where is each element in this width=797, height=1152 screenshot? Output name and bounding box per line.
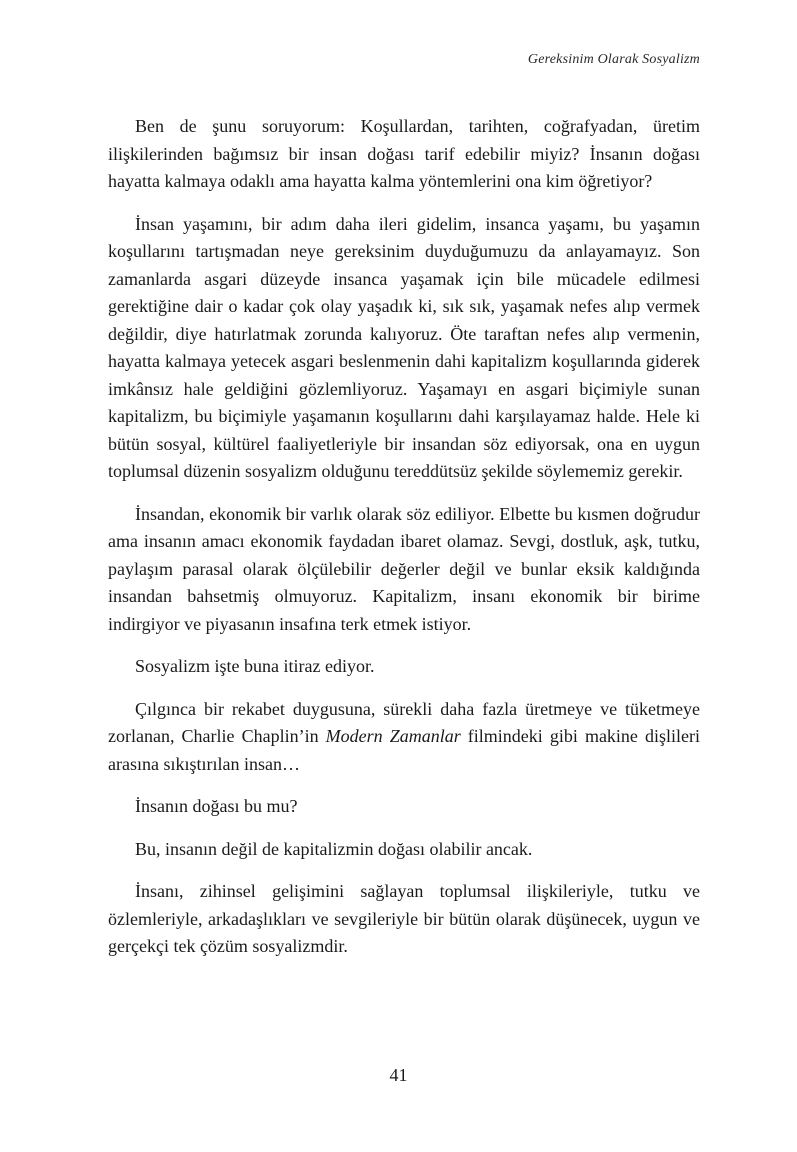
paragraph-1: Ben de şunu soruyorum: Koşullardan, tarihten, coğrafyadan, üretim ilişkilerinden bağımsız bir insan doğası tarif edebilir miyiz? İnsanın doğası hayatta kalmaya odaklı ama hayatta kalma yöntemlerini ona kim öğretiyor? (108, 116, 700, 191)
paragraph-8: İnsanı, zihinsel gelişimini sağlayan toplumsal ilişkileriyle, tutku ve özlemleriyle, arkadaşlıkları ve sevgileriyle bir bütün olarak düşünecek, uygun ve gerçekçi tek çözüm sosyalizmdir. (108, 881, 700, 956)
page-number: 41 (389, 1065, 408, 1085)
paragraph-7: Bu, insanın değil de kapitalizmin doğası olabilir ancak. (135, 838, 533, 859)
body-text (108, 113, 700, 976)
film-title-emphasis: Modern Zamanlar (325, 726, 461, 746)
paragraph-2: İnsan yaşamını, bir adım daha ileri gidelim, insanca yaşamı, bu yaşamın koşullarını tartışmadan neye gereksinim duyduğumuzu da anlayamayız. Son zamanlarda asgari düzeyde insanca yaşamak için bile mücadele edilmesi gerektiğine dair o kadar çok olay yaşadık ki, sık sık, yaşamak nefes alıp vermek değildir, diye hatırlatmak zorunda kalıyoruz. Öte taraftan nefes alıp vermenin, hayatta kalmaya yetecek asgari beslenmenin dahi kapitalizm koşullarında giderek imkânsız hale geldiğini gözlemliyoruz. Yaşamayı en asgari biçimiyle sunan kapitalizm, bu biçimiyle yaşamanın koşullarını dahi karşılayamaz halde. Hele ki bütün sosyal, kültürel faaliyetleriyle bir insandan söz ediyorsak, ona en uygun toplumsal düzenin sosyalizm olduğunu tereddütsüz şekilde söylememiz gerekir. (108, 213, 700, 481)
paragraph-5 (108, 696, 700, 779)
paragraph-5-text-before: Çılgınca bir rekabet duygusuna, sürekli daha fazla üretmeye ve tüketmeye zorlanan, Charlie Chaplin’in (108, 698, 700, 746)
paragraph-6: İnsanın doğası bu mu? (135, 796, 298, 816)
paragraph-4: Sosyalizm işte buna itiraz ediyor. (135, 656, 375, 676)
paragraph-5-text-after: filmindeki gibi makine dişlileri arasına sıkıştırılan insan… (108, 726, 700, 774)
running-header: Gereksinim Olarak Sosyalizm (527, 52, 700, 67)
paragraph-3: İnsandan, ekonomik bir varlık olarak söz ediliyor. Elbette bu kısmen doğrudur ama insanın amacı ekonomik faydadan ibaret olamaz. Sevgi, dostluk, aşk, tutku, paylaşım parasal olarak ölçülebilir değerler değil ve bunlar eksik kaldığında insandan bahsetmiş olmuyoruz. Kapitalizm, insanı ekonomik bir birime indirgiyor ve piyasanın insafına terk etmek istiyor. (108, 503, 700, 634)
